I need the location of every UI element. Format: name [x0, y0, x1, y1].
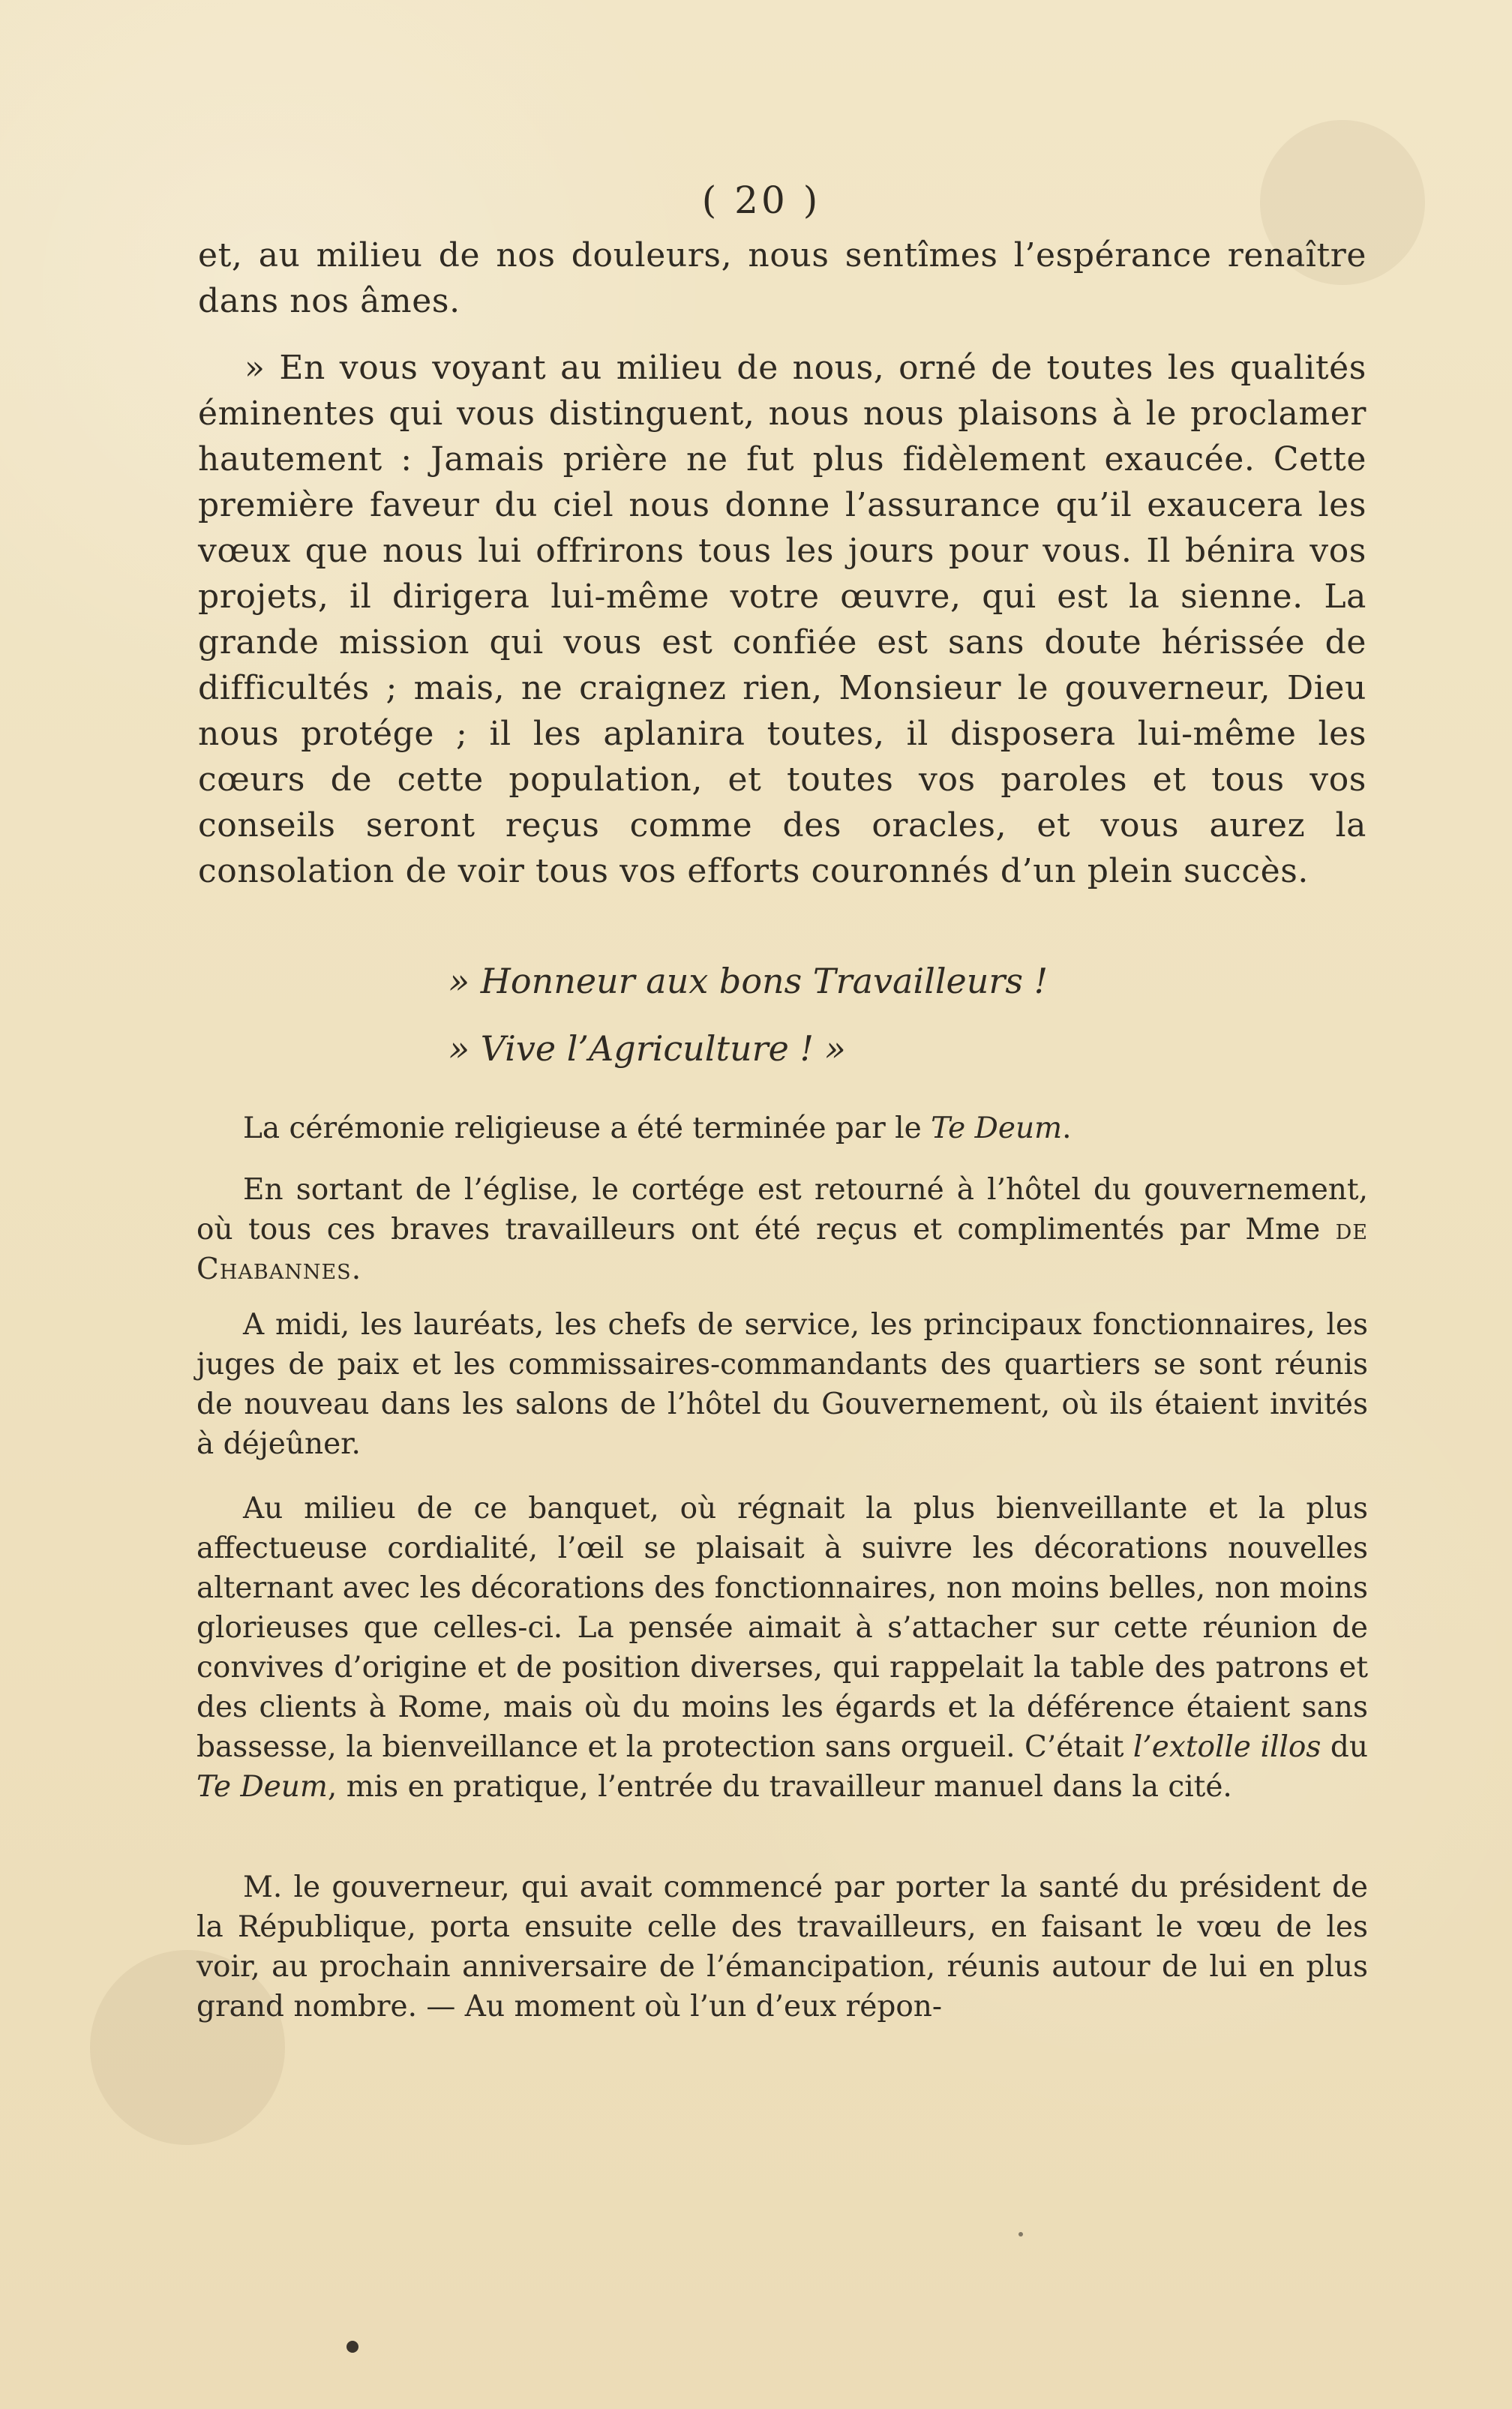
ink-speck: [1018, 2232, 1023, 2236]
ink-dot: [346, 2341, 358, 2353]
procession-end: .: [351, 1252, 362, 1286]
procession-paragraph: [196, 1170, 1368, 1289]
acclamation-honneur: » Honneur aux bons Travailleurs !: [448, 961, 1048, 1001]
page-number: ( 20 ): [701, 178, 821, 222]
banquet-end: , mis en pratique, l’entrée du travailleur manuel dans la cité.: [327, 1770, 1232, 1804]
extolle-illos-text: l’extolle illos: [1132, 1730, 1322, 1764]
te-deum-text: Te Deum: [931, 1112, 1063, 1145]
banquet-paragraph: [196, 1489, 1368, 1807]
ceremony-end: .: [1062, 1112, 1072, 1145]
ceremony-paragraph: [196, 1108, 1368, 1148]
banquet-middle: du: [1321, 1730, 1369, 1764]
acclamation-agriculture: » Vive l’Agriculture ! »: [448, 1028, 846, 1069]
ceremony-text: La cérémonie religieuse a été terminée par le: [243, 1112, 932, 1145]
opening-paragraph: et, au milieu de nos douleurs, nous sentîmes l’espérance renaître dans nos âmes.: [198, 236, 1366, 320]
te-deum-reference: Te Deum: [196, 1770, 328, 1804]
chabannes-name: de Chabannes: [196, 1213, 1368, 1286]
madame-title: Mme: [1245, 1213, 1321, 1246]
procession-text: En sortant de l’église, le cortége est retourné à l’hôtel du gouvernement, où tous ces braves travailleurs ont été reçus et complimentés par: [196, 1173, 1368, 1246]
governor-toast-paragraph: M. le gouverneur, qui avait commencé par porter la santé du président de la République, porta ensuite celle des travailleurs, en faisant le vœu de les voir, au prochain anniversaire de l’émancipation, réunis autour de lui en plus grand nombre. — Au moment où l’un d’eux répon-: [196, 1870, 1368, 2024]
banquet-text: Au milieu de ce banquet, où régnait la plus bienveillante et la plus affectueuse cordialité, l’œil se plaisait à suivre les décorations nouvelles alternant avec les décorations des fonctionnaires, non moins belles, non moins glorieuses que celles-ci. La pensée aimait à s’attacher sur cette réunion de convives d’origine et de position diverses, qui rappelait la table des patrons et des clients à Rome, mais où du moins les égards et la déférence étaient sans bassesse, la bienveillance et la protection sans orgueil. C’était: [196, 1492, 1368, 1764]
speech-paragraph: » En vous voyant au milieu de nous, orné de toutes les qualités éminentes qui vous distinguent, nous nous plaisons à le proclamer hautement : Jamais prière ne fut plus fidèlement exaucée. Cette première faveur du ciel nous donne l’assurance qu’il exaucera les vœux que nous lui offrirons tous les jours pour vous. Il bénira vos projets, il dirigera lui-même votre œuvre, qui est la sienne. La grande mission qui vous est confiée est sans doute hérissée de difficultés ; mais, ne craignez rien, Monsieur le gouverneur, Dieu nous protége ; il les aplanira toutes, il disposera lui-même les cœurs de cette population, et toutes vos paroles et tous vos conseils seront reçus comme des oracles, et vous aurez la consolation de voir tous vos efforts couronnés d’un plein succès.: [198, 349, 1366, 890]
lunch-paragraph: A midi, les lauréats, les chefs de service, les principaux fonctionnaires, les juges de paix et les commissaires-commandants des quartiers se sont réunis de nouveau dans les salons de l’hôtel du Gouvernement, où ils étaient invités à déjeûner.: [196, 1308, 1368, 1461]
